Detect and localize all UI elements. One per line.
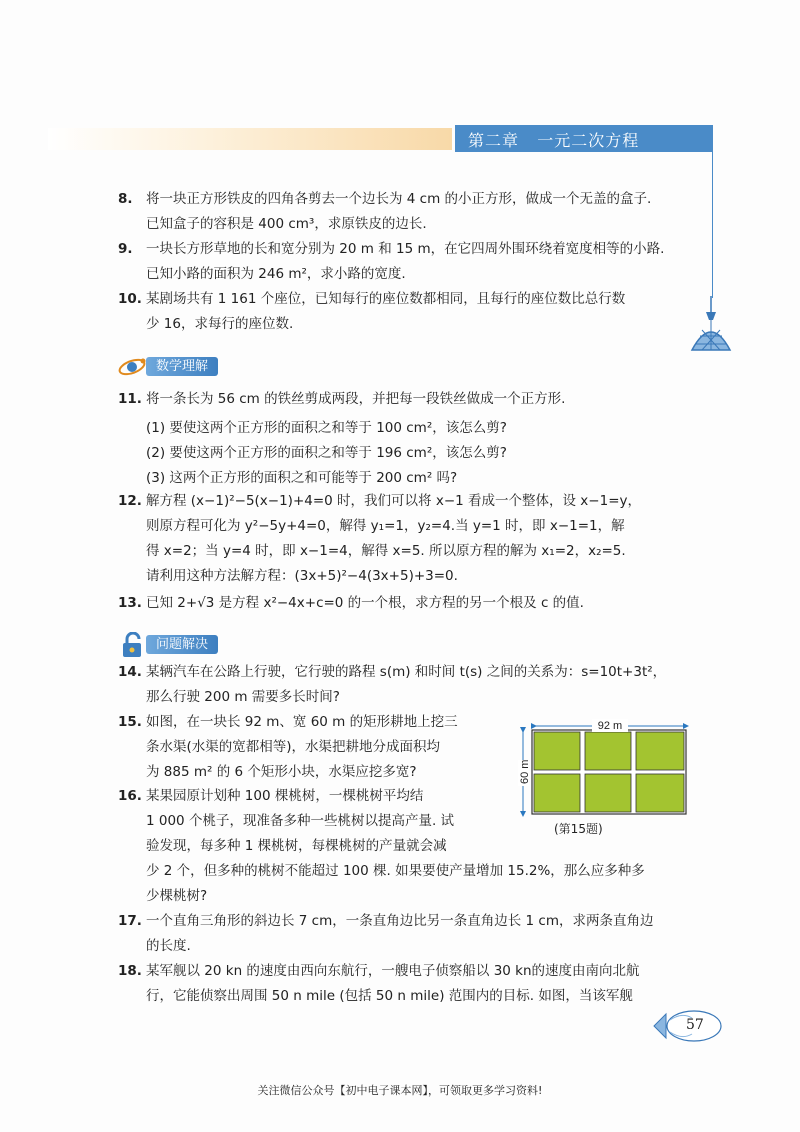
problem-12-number: 12. bbox=[118, 493, 142, 509]
problem-11-line: 将一条长为 56 cm 的铁丝剪成两段，并把每一段铁丝做成一个正方形. bbox=[146, 391, 566, 407]
problem-18-line-1: 某军舰以 20 kn 的速度由西向东航行，一艘电子侦察船以 30 kn的速度由南向北航 bbox=[146, 963, 640, 979]
height-label: 60 m bbox=[519, 759, 531, 784]
problem-10-line-1: 某剧场共有 1 161 个座位，已知每行的座位数都相同，且每行的座位数比总行数 bbox=[146, 291, 626, 307]
problem-9-line-2: 已知小路的面积为 246 m²，求小路的宽度. bbox=[146, 266, 406, 282]
problem-10-number: 10. bbox=[118, 291, 142, 307]
field-plot bbox=[636, 774, 684, 812]
problem-11-sub-1: (1) 要使这两个正方形的面积之和等于 100 cm²，该怎么剪? bbox=[146, 420, 507, 436]
problem-12-line-1: 解方程 (x−1)²−5(x−1)+4=0 时，我们可以将 x−1 看成一个整体，设 x−1=y， bbox=[146, 493, 641, 509]
problem-8-number: 8. bbox=[118, 191, 133, 207]
chapter-header bbox=[468, 128, 639, 151]
problem-17-number: 17. bbox=[118, 913, 142, 929]
problem-12-line-4: 请利用这种方法解方程：(3x+5)²−4(3x+5)+3=0. bbox=[146, 568, 458, 584]
page-number: 57 bbox=[686, 1017, 704, 1033]
problem-18-line-2: 行，它能侦察出周围 50 n mile (包括 50 n mile) 范围内的目标. 如图，当该军舰 bbox=[146, 988, 633, 1004]
footer-note: 关注微信公众号【初中电子课本网】，可领取更多学习资料! bbox=[257, 1084, 543, 1097]
problem-17-line-2: 的长度. bbox=[146, 938, 191, 954]
lock-icon bbox=[120, 632, 146, 658]
section-label: 问题解决 bbox=[146, 635, 218, 654]
figure-caption: (第15题) bbox=[554, 822, 603, 836]
problem-14-number: 14. bbox=[118, 664, 142, 680]
problem-18-number: 18. bbox=[118, 963, 142, 979]
problem-11-number: 11. bbox=[118, 391, 142, 407]
field-plot bbox=[585, 732, 631, 770]
header-gradient-bar bbox=[48, 128, 452, 150]
problem-16-line-2: 1 000 个桃子，现准备多种一些桃树以提高产量. 试 bbox=[146, 813, 455, 829]
problem-10-line-2: 少 16，求每行的座位数. bbox=[146, 316, 294, 332]
problem-15-line-2: 条水渠(水渠的宽都相等)，水渠把耕地分成面积均 bbox=[146, 739, 441, 755]
problem-16-line-5: 少棵桃树? bbox=[146, 888, 208, 904]
problem-14-line-1: 某辆汽车在公路上行驶，它行驶的路程 s(m) 和时间 t(s) 之间的关系为：s=10t+3t²， bbox=[146, 664, 667, 680]
problem-13-line: 已知 2+√3 是方程 x²−4x+c=0 的一个根，求方程的另一个根及 c 的值. bbox=[146, 595, 584, 611]
problem-15-line-3: 为 885 m² 的 6 个矩形小块，水渠应挖多宽? bbox=[146, 764, 417, 780]
field-plot bbox=[585, 774, 631, 812]
section-label: 数学理解 bbox=[146, 357, 218, 376]
problem-13-number: 13. bbox=[118, 595, 142, 611]
section-math-understanding bbox=[118, 354, 258, 378]
problem-8-line-1: 将一块正方形铁皮的四角各剪去一个边长为 4 cm 的小正方形，做成一个无盖的盒子. bbox=[146, 191, 652, 207]
chapter-number: 第二章 bbox=[468, 131, 520, 150]
problem-15-number: 15. bbox=[118, 714, 142, 730]
problem-15-line-1: 如图，在一块长 92 m、宽 60 m 的矩形耕地上挖三 bbox=[146, 714, 458, 730]
chapter-title: 一元二次方程 bbox=[537, 131, 640, 150]
problem-12-line-2: 则原方程可化为 y²−5y+4=0，解得 y₁=1，y₂=4.当 y=1 时，即 x−1=1，解 bbox=[146, 518, 625, 534]
section-problem-solving bbox=[118, 632, 258, 656]
problem-16-line-1: 某果园原计划种 100 棵桃树，一棵桃树平均结 bbox=[146, 788, 424, 804]
field-figure bbox=[518, 718, 690, 842]
problem-17-line-1: 一个直角三角形的斜边长 7 cm，一条直角边比另一条直角边长 1 cm，求两条直角边 bbox=[146, 913, 654, 929]
tower-icon bbox=[688, 296, 734, 352]
field-plot bbox=[534, 774, 580, 812]
field-plot bbox=[534, 732, 580, 770]
problem-11-sub-3: (3) 这两个正方形的面积之和可能等于 200 cm² 吗? bbox=[146, 470, 458, 486]
problem-16-line-4: 少 2 个，但多种的桃树不能超过 100 棵. 如果要使产量增加 15.2%，那么应多种多 bbox=[146, 863, 645, 879]
problem-11-sub-2: (2) 要使这两个正方形的面积之和等于 196 cm²，该怎么剪? bbox=[146, 445, 507, 461]
field-plot bbox=[636, 732, 684, 770]
problem-16-line-3: 验发现，每多种 1 棵桃树，每棵桃树的产量就会减 bbox=[146, 838, 447, 854]
problem-8-line-2: 已知盒子的容积是 400 cm³，求原铁皮的边长. bbox=[146, 216, 427, 232]
width-label: 92 m bbox=[597, 720, 623, 732]
problem-9-line-1: 一块长方形草地的长和宽分别为 20 m 和 15 m，在它四周外围环绕着宽度相等的小路. bbox=[146, 241, 665, 257]
problem-14-line-2: 那么行驶 200 m 需要多长时间? bbox=[146, 689, 340, 705]
problem-12-line-3: 得 x=2；当 y=4 时，即 x−1=4，解得 x=5. 所以原方程的解为 x₁=2，x₂=5. bbox=[146, 543, 626, 559]
margin-line bbox=[712, 150, 713, 298]
problem-16-number: 16. bbox=[118, 788, 142, 804]
problem-9-number: 9. bbox=[118, 241, 133, 257]
